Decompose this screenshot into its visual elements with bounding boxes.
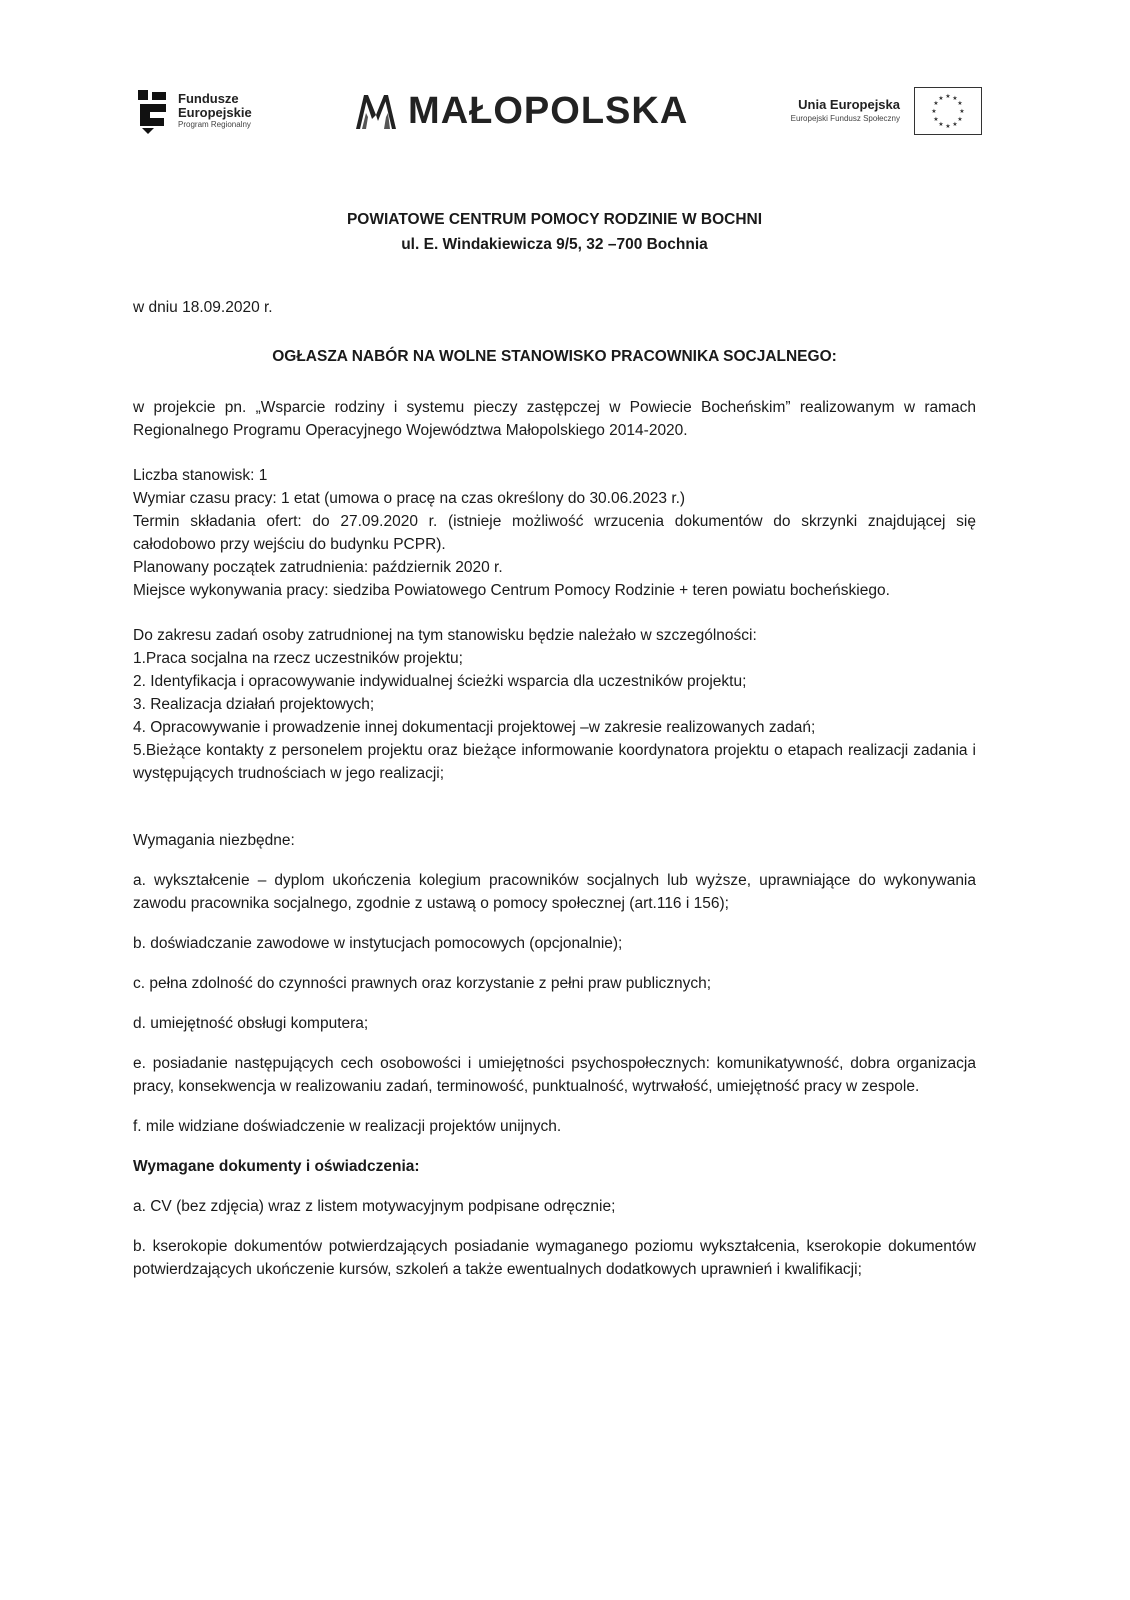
- announcement-title: OGŁASZA NABÓR NA WOLNE STANOWISKO PRACOWNIKA SOCJALNEGO:: [272, 348, 837, 365]
- announcement-date: w dniu 18.09.2020 r.: [133, 299, 273, 316]
- svg-text:★: ★: [933, 100, 939, 107]
- malopolska-mark-icon: [354, 91, 398, 131]
- list-item: c. pełna zdolność do czynności prawnych oraz korzystanie z pełni praw publicznych;: [133, 975, 712, 992]
- malopolska-wordmark: MAŁOPOLSKA: [408, 89, 689, 132]
- list-item: 2. Identyfikacja i opracowywanie indywidualnej ścieżki wsparcia dla uczestników projektu;: [133, 673, 747, 690]
- unia-europejska-logo: [791, 87, 982, 135]
- list-item: a. wykształcenie – dyplom ukończenia kolegium pracowników socjalnych lub wyższe, uprawniające do wykonywania zawodu pracownika socjalnego, zgodnie z ustawą o pomocy społecznej (art.116 i 156);: [133, 872, 976, 912]
- svg-text:★: ★: [945, 93, 951, 100]
- document-body: [133, 208, 976, 1281]
- list-item: 4. Opracowywanie i prowadzenie innej dokumentacji projektowej –w zakresie realizowanych zadań;: [133, 719, 816, 736]
- list-item: e. posiadanie następujących cech osobowości i umiejętności psychospołecznych: komunikatywność, dobra organizacja pracy, konsekwencja w realizowaniu zadań, terminowość, punktualność, wytrwałość, umiejętność pracy w zespole.: [133, 1055, 976, 1095]
- duties-section: [133, 624, 976, 785]
- svg-text:★: ★: [945, 123, 951, 130]
- list-item: f. mile widziane doświadczenie w realizacji projektów unijnych.: [133, 1118, 562, 1135]
- svg-text:★: ★: [957, 116, 963, 123]
- logo-bar: [136, 70, 982, 152]
- fe-line1: Fundusze: [178, 91, 239, 107]
- org-name: POWIATOWE CENTRUM POMOCY RODZINIE W BOCHNI: [346, 211, 763, 228]
- list-item: a. CV (bez zdjęcia) wraz z listem motywacyjnym podpisane odręcznie;: [133, 1198, 616, 1215]
- work-time: Wymiar czasu pracy: 1 etat (umowa o pracę na czas określony do 30.06.2023 r.): [133, 490, 686, 507]
- list-item: b. kserokopie dokumentów potwierdzających posiadanie wymaganego poziomu wykształcenia, kserokopie dokumentów potwierdzających ukończenie kursów, szkoleń a także ewentualnych dodatkowych uprawnień i kwalifikacji;: [133, 1238, 976, 1278]
- list-item: 5.Bieżące kontakty z personelem projektu oraz bieżące informowanie koordynatora projektu o etapach realizacji zadania i występujących trudnościach w jego realizacji;: [133, 742, 976, 782]
- positions-count: Liczba stanowisk: 1: [133, 467, 268, 484]
- svg-text:★: ★: [952, 121, 958, 128]
- fundusze-europejskie-logo: [136, 88, 252, 134]
- documents-heading: Wymagane dokumenty i oświadczenia:: [133, 1158, 420, 1175]
- fe-line3: Program Regionalny: [178, 120, 251, 130]
- svg-text:★: ★: [938, 121, 944, 128]
- org-address: ul. E. Windakiewicza 9/5, 32 –700 Bochnia: [401, 236, 708, 253]
- list-item: 1.Praca socjalna na rzecz uczestników projektu;: [133, 650, 463, 667]
- svg-text:★: ★: [933, 116, 939, 123]
- svg-text:★: ★: [931, 108, 937, 115]
- planned-start: Planowany początek zatrudnienia: październik 2020 r.: [133, 559, 503, 576]
- project-intro: w projekcie pn. „Wsparcie rodziny i systemu pieczy zastępczej w Powiecie Bocheńskim” realizowanym w ramach Regionalnego Programu Operacyjnego Województwa Małopolskiego 2014-2020.: [133, 399, 976, 439]
- fundusze-europejskie-icon: [136, 88, 170, 134]
- ue-line1: Unia Europejska: [798, 97, 900, 113]
- svg-text:★: ★: [957, 100, 963, 107]
- malopolska-logo: [354, 90, 688, 133]
- svg-text:★: ★: [938, 95, 944, 102]
- work-place: Miejsce wykonywania pracy: siedziba Powiatowego Centrum Pomocy Rodzinie + teren powiatu bocheńskiego.: [133, 582, 890, 599]
- application-deadline: Termin składania ofert: do 27.09.2020 r. (istnieje możliwość wrzucenia dokumentów do skrzynki znajdującej się całodobowo przy wejściu do budynku PCPR).: [133, 513, 976, 553]
- duties-intro: Do zakresu zadań osoby zatrudnionej na tym stanowisku będzie należało w szczególności:: [133, 627, 757, 644]
- ue-line2: Europejski Fundusz Społeczny: [790, 113, 900, 123]
- list-item: 3. Realizacja działań projektowych;: [133, 696, 375, 713]
- requirements-heading: Wymagania niezbędne:: [133, 832, 295, 849]
- list-item: d. umiejętność obsługi komputera;: [133, 1015, 369, 1032]
- eu-flag-icon: [914, 87, 982, 135]
- job-details: [133, 464, 976, 602]
- fe-line2: Europejskie: [178, 104, 252, 120]
- svg-text:★: ★: [952, 95, 958, 102]
- list-item: b. doświadczanie zawodowe w instytucjach pomocowych (opcjonalnie);: [133, 935, 623, 952]
- svg-text:★: ★: [959, 108, 965, 115]
